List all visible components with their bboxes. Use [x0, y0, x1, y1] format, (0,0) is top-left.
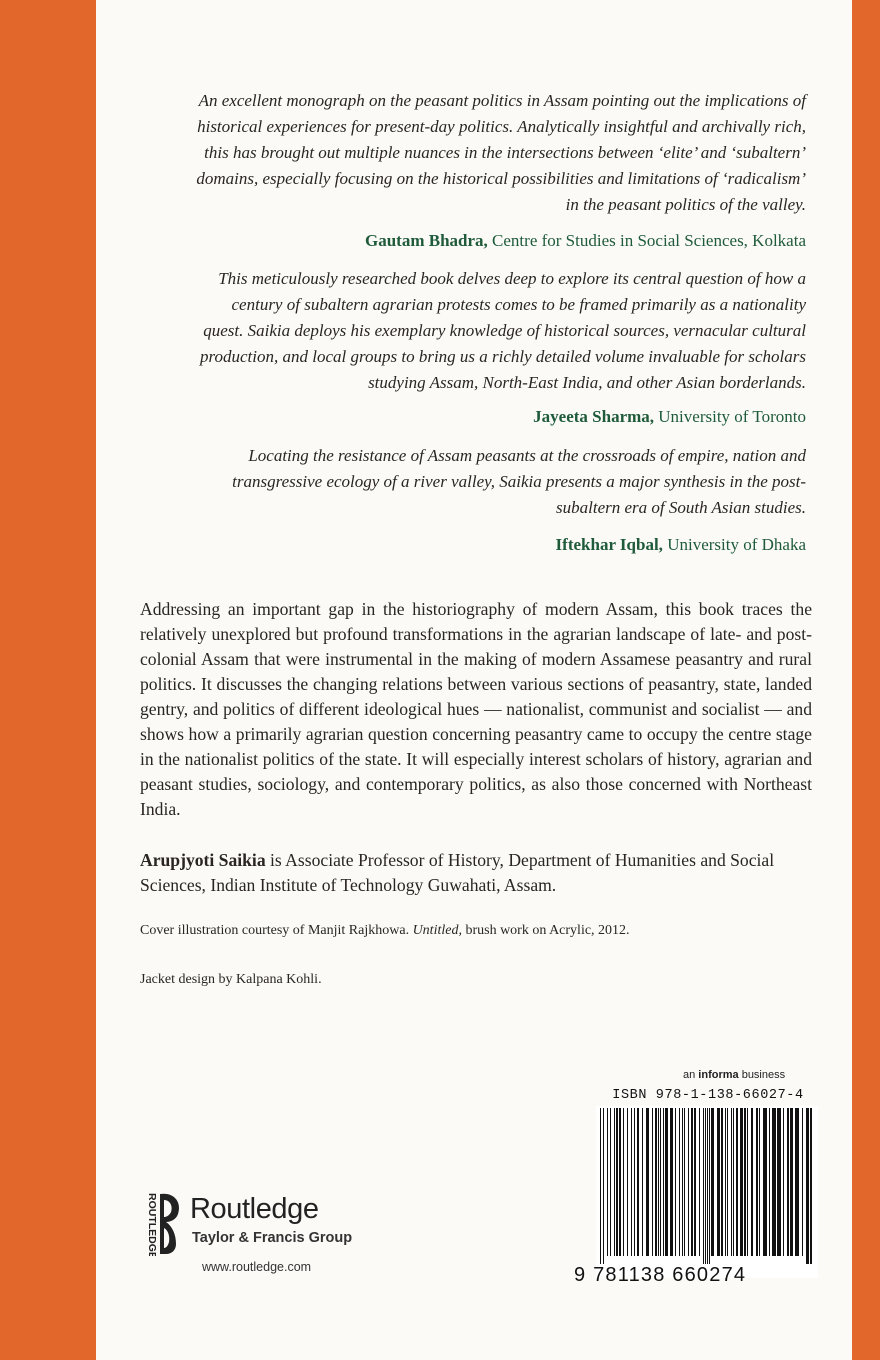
barcode-bar — [684, 1108, 685, 1256]
barcode-bar — [727, 1108, 728, 1256]
barcode-bar — [665, 1108, 668, 1256]
review-1-line: in the peasant politics of the valley. — [565, 195, 806, 214]
review-2-line: studying Assam, North-East India, and other Asian borderlands. — [368, 373, 806, 392]
barcode-bar — [616, 1108, 618, 1256]
taylor-francis-group: Taylor & Francis Group — [192, 1230, 353, 1246]
author-bio — [140, 848, 812, 898]
review-attribution-3 — [556, 533, 806, 557]
barcode-bar — [631, 1108, 632, 1256]
barcode-bar — [658, 1108, 659, 1256]
barcode-bar — [740, 1108, 743, 1256]
routledge-wordmark: Routledge — [190, 1193, 319, 1225]
barcode-bar — [607, 1108, 608, 1256]
barcode-bar — [806, 1108, 809, 1264]
barcode-bar — [777, 1108, 781, 1256]
barcode-bar — [790, 1108, 793, 1256]
barcode-bar — [670, 1108, 673, 1256]
barcode-bar — [623, 1108, 624, 1256]
isbn-number: 9 781138 660274 — [574, 1264, 747, 1286]
barcode-bars — [596, 1106, 818, 1264]
review-1-line: historical experiences for present-day politics. Analytically insightful and archivally rich, — [197, 117, 806, 136]
cover-credit-suffix: brush work on Acrylic, 2012. — [461, 923, 630, 938]
review-2-line: This meticulously researched book delves deep to explore its central question of how a — [218, 269, 806, 288]
cover-credit-title: Untitled, — [412, 923, 462, 938]
author-name: Arupjyoti Saikia — [140, 850, 266, 870]
barcode-bar — [603, 1108, 604, 1264]
barcode-bar — [679, 1108, 680, 1256]
barcode-bar — [627, 1108, 628, 1256]
barcode-bar — [763, 1108, 767, 1256]
review-3-line: transgressive ecology of a river valley, Saikia presents a major synthesis in the post- — [232, 472, 806, 491]
barcode-bar — [699, 1108, 700, 1256]
informa-suffix: business — [738, 1069, 786, 1081]
review-quote-3 — [232, 443, 806, 521]
informa-tagline — [683, 1069, 785, 1081]
informa-prefix: an — [683, 1069, 699, 1081]
barcode — [596, 1106, 818, 1278]
barcode-bar — [802, 1108, 803, 1256]
barcode-bar — [703, 1108, 704, 1264]
barcode-bar — [652, 1108, 653, 1256]
review-3-line: Locating the resistance of Assam peasants at the crossroads of empire, nation and — [248, 446, 806, 465]
routledge-vertical-wordmark: ROUTLEDGE — [146, 1193, 158, 1256]
barcode-bar — [787, 1108, 789, 1256]
barcode-bar — [810, 1108, 812, 1264]
cover-credit-prefix: Cover illustration courtesy of Manjit Rajkhowa. — [140, 923, 413, 938]
review-attribution-1 — [365, 229, 806, 253]
barcode-bar — [736, 1108, 738, 1256]
barcode-bar — [747, 1108, 748, 1256]
routledge-logo-icon — [136, 1190, 190, 1256]
barcode-bar — [663, 1108, 664, 1256]
author-bio-text: is Associate Professor of History, Department of Humanities and Social Sciences, Indian Institute of Technology Guwahati, Assam. — [140, 850, 775, 895]
barcode-bar — [694, 1108, 696, 1256]
barcode-bar — [637, 1108, 639, 1256]
barcode-bar — [614, 1108, 615, 1256]
review-attribution-2 — [533, 405, 806, 429]
barcode-bar — [688, 1108, 689, 1256]
review-1-line: this has brought out multiple nuances in the intersections between ‘elite’ and ‘subaltern’ — [204, 143, 806, 162]
barcode-bar — [634, 1108, 635, 1256]
review-2-line: quest. Saikia deploys his exemplary knowledge of historical sources, vernacular cultural — [203, 321, 806, 340]
review-quote-2 — [200, 266, 806, 396]
barcode-bar — [660, 1108, 661, 1256]
barcode-bar — [610, 1108, 611, 1256]
review-quote-1 — [196, 88, 806, 218]
barcode-bar — [721, 1108, 723, 1256]
back-cover — [96, 0, 852, 1360]
barcode-bar — [646, 1108, 649, 1256]
barcode-bar — [751, 1108, 753, 1256]
reviewer-name: Iftekhar Iqbal, — [555, 535, 663, 554]
barcode-bar — [600, 1108, 601, 1264]
review-1-line: domains, especially focusing on the historical possibilities and limitations of ‘radicalism’ — [196, 169, 806, 188]
barcode-bar — [709, 1108, 710, 1264]
cover-illustration-credit — [140, 921, 630, 941]
barcode-bar — [744, 1108, 746, 1256]
barcode-bar — [682, 1108, 683, 1256]
barcode-bar — [769, 1108, 770, 1256]
barcode-bar — [783, 1108, 784, 1256]
jacket-design-credit: Jacket design by Kalpana Kohli. — [140, 972, 322, 987]
informa-bold: informa — [698, 1069, 739, 1081]
barcode-bar — [733, 1108, 734, 1256]
publisher-url: www.routledge.com — [202, 1260, 312, 1274]
barcode-bar — [717, 1108, 720, 1256]
review-3-line: subaltern era of South Asian studies. — [556, 498, 806, 517]
reviewer-affiliation: University of Dhaka — [662, 535, 806, 554]
barcode-bar — [619, 1108, 621, 1256]
barcode-bar — [642, 1108, 643, 1256]
barcode-bar — [756, 1108, 758, 1256]
reviewer-name: Gautam Bhadra, — [365, 231, 488, 250]
isbn-label: ISBN 978-1-138-66027-4 — [612, 1088, 804, 1103]
review-2-line: century of subaltern agrarian protests comes to be framed primarily as a nationality — [231, 295, 806, 314]
barcode-bar — [725, 1108, 726, 1256]
barcode-bar — [772, 1108, 776, 1256]
reviewer-affiliation: University of Toronto — [654, 407, 806, 426]
barcode-bar — [711, 1108, 714, 1256]
barcode-bar — [705, 1108, 706, 1264]
barcode-bar — [731, 1108, 732, 1256]
barcode-bar — [691, 1108, 693, 1256]
barcode-bar — [759, 1108, 760, 1256]
review-1-line: An excellent monograph on the peasant politics in Assam pointing out the implications of — [198, 91, 806, 110]
barcode-bar — [707, 1108, 708, 1264]
barcode-bar — [675, 1108, 676, 1256]
barcode-bar — [655, 1108, 657, 1256]
barcode-bar — [795, 1108, 799, 1256]
book-description: Addressing an important gap in the historiography of modern Assam, this book traces the relatively unexplored but profound transformations in the agrarian landscape of late- and post-colonial Assam that were instrumental in the making of modern Assamese peasantry and rural politics. It discusses the changing relations between various sections of peasantry, state, landed gentry, and politics of different ideological hues — nationalist, communist and socialist — and shows how a primarily agrarian question concerning peasantry came to occupy the centre stage in the nationalist politics of the state. It will especially interest scholars of history, agrarian and peasant studies, sociology, and contemporary politics, as also those concerned with Northeast India. — [140, 599, 812, 819]
reviewer-affiliation: Centre for Studies in Social Sciences, Kolkata — [487, 231, 806, 250]
reviewer-name: Jayeeta Sharma, — [533, 407, 655, 426]
review-2-line: production, and local groups to bring us a richly detailed volume invaluable for scholars — [200, 347, 806, 366]
